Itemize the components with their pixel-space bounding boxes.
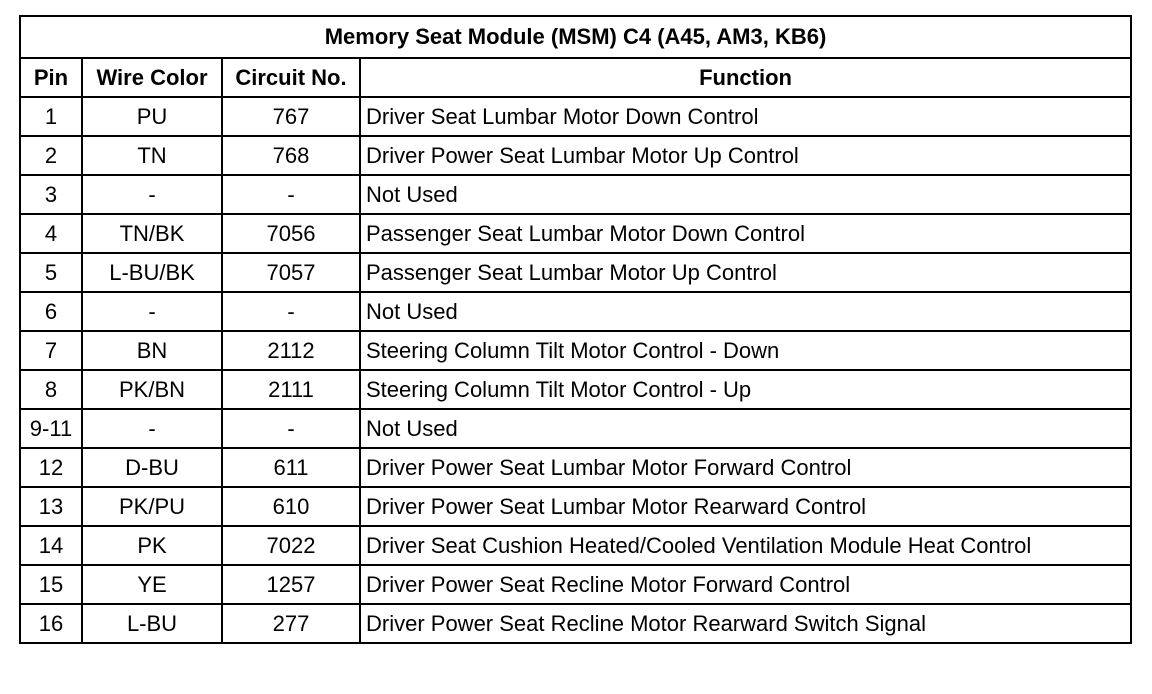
circuit-number-cell: - xyxy=(222,409,360,448)
table-title: Memory Seat Module (MSM) C4 (A45, AM3, KB6) xyxy=(20,16,1131,58)
circuit-number-cell: 1257 xyxy=(222,565,360,604)
circuit-number-cell: 2111 xyxy=(222,370,360,409)
function-cell: Steering Column Tilt Motor Control - Up xyxy=(360,370,1131,409)
pin-cell: 2 xyxy=(20,136,82,175)
pin-cell: 1 xyxy=(20,97,82,136)
wire-color-cell: L-BU xyxy=(82,604,222,643)
table-row xyxy=(20,97,1131,136)
function-cell: Passenger Seat Lumbar Motor Up Control xyxy=(360,253,1131,292)
pin-cell: 5 xyxy=(20,253,82,292)
table-row xyxy=(20,370,1131,409)
header-pin: Pin xyxy=(20,58,82,97)
function-cell: Driver Power Seat Lumbar Motor Rearward Control xyxy=(360,487,1131,526)
table-row xyxy=(20,448,1131,487)
wire-color-cell: TN xyxy=(82,136,222,175)
wire-color-cell: TN/BK xyxy=(82,214,222,253)
title-row xyxy=(20,16,1131,58)
pin-cell: 16 xyxy=(20,604,82,643)
function-cell: Steering Column Tilt Motor Control - Down xyxy=(360,331,1131,370)
table-row xyxy=(20,253,1131,292)
circuit-number-cell: - xyxy=(222,292,360,331)
table-row xyxy=(20,175,1131,214)
circuit-number-cell: 610 xyxy=(222,487,360,526)
header-function: Function xyxy=(360,58,1131,97)
wire-color-cell: L-BU/BK xyxy=(82,253,222,292)
function-cell: Passenger Seat Lumbar Motor Down Control xyxy=(360,214,1131,253)
function-cell: Driver Seat Lumbar Motor Down Control xyxy=(360,97,1131,136)
table-body xyxy=(20,97,1131,643)
wire-color-cell: PU xyxy=(82,97,222,136)
pin-cell: 6 xyxy=(20,292,82,331)
wire-color-cell: - xyxy=(82,292,222,331)
pin-cell: 13 xyxy=(20,487,82,526)
wire-color-cell: PK/BN xyxy=(82,370,222,409)
function-cell: Not Used xyxy=(360,292,1131,331)
header-circuit-number: Circuit No. xyxy=(222,58,360,97)
wire-color-cell: PK/PU xyxy=(82,487,222,526)
function-cell: Driver Power Seat Recline Motor Forward Control xyxy=(360,565,1131,604)
circuit-number-cell: 611 xyxy=(222,448,360,487)
wire-color-cell: PK xyxy=(82,526,222,565)
function-cell: Not Used xyxy=(360,175,1131,214)
header-row xyxy=(20,58,1131,97)
pin-cell: 14 xyxy=(20,526,82,565)
wire-color-cell: BN xyxy=(82,331,222,370)
function-cell: Driver Power Seat Lumbar Motor Up Control xyxy=(360,136,1131,175)
pin-cell: 7 xyxy=(20,331,82,370)
wire-color-cell: - xyxy=(82,175,222,214)
circuit-number-cell: - xyxy=(222,175,360,214)
circuit-number-cell: 768 xyxy=(222,136,360,175)
pin-cell: 15 xyxy=(20,565,82,604)
wire-color-cell: D-BU xyxy=(82,448,222,487)
wire-color-cell: - xyxy=(82,409,222,448)
pin-cell: 9-11 xyxy=(20,409,82,448)
table-row xyxy=(20,409,1131,448)
pin-cell: 4 xyxy=(20,214,82,253)
circuit-number-cell: 7056 xyxy=(222,214,360,253)
table-row xyxy=(20,136,1131,175)
connector-pinout-table xyxy=(19,15,1132,644)
circuit-number-cell: 2112 xyxy=(222,331,360,370)
function-cell: Driver Power Seat Lumbar Motor Forward Control xyxy=(360,448,1131,487)
pin-cell: 3 xyxy=(20,175,82,214)
table-row xyxy=(20,292,1131,331)
header-wire-color: Wire Color xyxy=(82,58,222,97)
circuit-number-cell: 7057 xyxy=(222,253,360,292)
function-cell: Not Used xyxy=(360,409,1131,448)
function-cell: Driver Seat Cushion Heated/Cooled Ventilation Module Heat Control xyxy=(360,526,1131,565)
circuit-number-cell: 7022 xyxy=(222,526,360,565)
function-cell: Driver Power Seat Recline Motor Rearward Switch Signal xyxy=(360,604,1131,643)
table-row xyxy=(20,487,1131,526)
table-row xyxy=(20,604,1131,643)
wire-color-cell: YE xyxy=(82,565,222,604)
circuit-number-cell: 767 xyxy=(222,97,360,136)
pin-cell: 8 xyxy=(20,370,82,409)
circuit-number-cell: 277 xyxy=(222,604,360,643)
table-row xyxy=(20,331,1131,370)
pin-cell: 12 xyxy=(20,448,82,487)
table-row xyxy=(20,565,1131,604)
table-row xyxy=(20,526,1131,565)
table-row xyxy=(20,214,1131,253)
